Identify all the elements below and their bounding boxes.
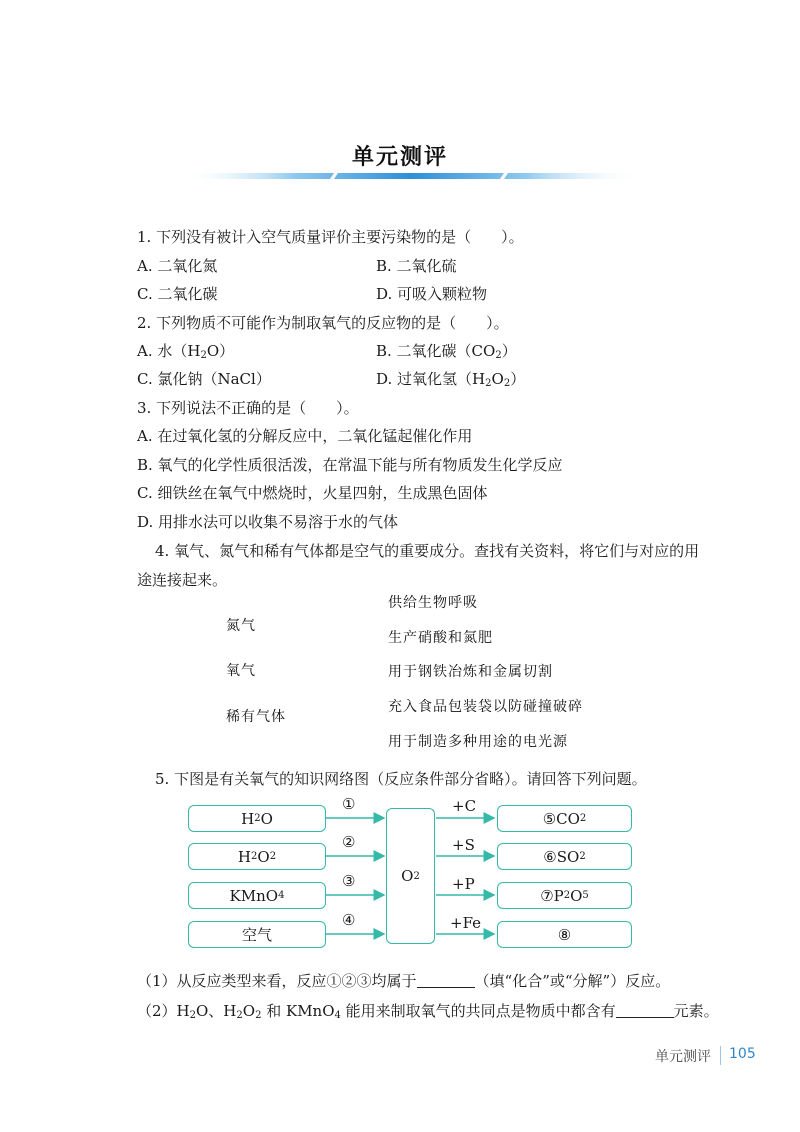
use-item: 供给生物呼吸 bbox=[388, 595, 478, 611]
question-1-stem: 1. 下列没有被计入空气质量评价主要污染物的是（ ）。 bbox=[137, 228, 524, 246]
arrow-label: ③ bbox=[342, 872, 356, 890]
question-5-sub-2: $(2)H_2O$、$H_2O_2$ 和 KMnO$_4$ 能用来制取氧气的共同点是物质中都含有 元素。 bbox=[137, 1002, 719, 1021]
question-5-stem: 5. 下图是有关氧气的知识网络图（反应条件部分省略）。请回答下列问题。 bbox=[155, 770, 647, 788]
use-item: 生产硝酸和氮肥 bbox=[388, 630, 493, 646]
reactant-label: +Fe bbox=[450, 914, 482, 932]
question-1-option-a: A. 二氧化氮 bbox=[137, 257, 218, 275]
question-3-option-a: A. 在过氧化氢的分解反应中，二氧化锰起催化作用 bbox=[137, 427, 473, 445]
diagram-box-air: 空气 bbox=[188, 921, 326, 948]
diagram-box-product-8: ⑧ bbox=[497, 921, 632, 948]
question-2-option-b: B. 二氧化碳$(CO_2)$ bbox=[376, 342, 517, 361]
question-4-stem-line2: 途连接起来。 bbox=[137, 571, 228, 589]
answer-blank[interactable] bbox=[616, 1003, 674, 1018]
gas-nitrogen: 氮气 bbox=[226, 618, 256, 634]
arrow-label: ④ bbox=[342, 911, 356, 929]
question-1-option-c: C. 二氧化碳 bbox=[137, 285, 218, 303]
question-2-stem: 2. 下列物质不可能作为制取氧气的反应物的是（ ）。 bbox=[137, 314, 509, 332]
question-1-option-b: B. 二氧化硫 bbox=[376, 257, 457, 275]
question-3-option-b: B. 氧气的化学性质很活泼，在常温下能与所有物质发生化学反应 bbox=[137, 456, 563, 474]
use-item: 用于制造多种用途的电光源 bbox=[388, 734, 568, 750]
gas-oxygen: 氧气 bbox=[226, 663, 256, 679]
gas-rare: 稀有气体 bbox=[226, 709, 286, 725]
use-item: 充入食品包装袋以防碰撞破碎 bbox=[388, 699, 583, 715]
reactant-label: +P bbox=[452, 875, 475, 893]
diagram-box-product-7: ⑦ P 2 O 5 bbox=[497, 882, 632, 909]
question-3-option-d: D. 用排水法可以收集不易溶于水的气体 bbox=[137, 513, 399, 531]
diagram-box-product-6: ⑥ SO 2 bbox=[497, 843, 632, 870]
diagram-box-kmno4: KMnO 4 bbox=[188, 882, 326, 909]
arrow-label: ② bbox=[342, 833, 356, 851]
question-2-option-c: C. 氯化钠（NaCl） bbox=[137, 370, 271, 388]
answer-blank[interactable] bbox=[417, 973, 475, 988]
diagram-box-water: H 2 O bbox=[188, 805, 326, 832]
footer-section-title: 单元测评 bbox=[655, 1049, 711, 1065]
question-1-option-d: D. 可吸入颗粒物 bbox=[376, 285, 488, 303]
arrow-label: ① bbox=[342, 795, 356, 813]
diagram-box-hydrogen-peroxide: H 2 O 2 bbox=[188, 843, 326, 870]
diagram-box-product-5: ⑤ CO 2 bbox=[497, 805, 632, 832]
question-4-stem-line1: 4. 氧气、氮气和稀有气体都是空气的重要成分。查找有关资料，将它们与对应的用 bbox=[155, 542, 700, 560]
question-3-option-c: C. 细铁丝在氧气中燃烧时，火星四射，生成黑色固体 bbox=[137, 484, 488, 502]
question-2-option-a: A. 水$(H_2O)$ bbox=[137, 342, 235, 361]
page-number: 105 bbox=[729, 1046, 756, 1062]
reactant-label: +C bbox=[452, 797, 477, 815]
reactant-label: +S bbox=[452, 836, 475, 854]
diagram-box-oxygen: O 2 bbox=[386, 808, 435, 944]
question-3-stem: 3. 下列说法不正确的是（ ）。 bbox=[137, 399, 359, 417]
question-2-option-d: D. 过氧化氢$(H_2O_2)$ bbox=[376, 370, 526, 389]
footer-divider bbox=[720, 1046, 721, 1065]
use-item: 用于钢铁冶炼和金属切割 bbox=[388, 664, 553, 680]
question-5-sub-1: （1）从反应类型来看，反应①②③均属于 （填“化合”或“分解”）反应。 bbox=[137, 972, 671, 990]
page-title: 单元测评 bbox=[351, 145, 448, 170]
